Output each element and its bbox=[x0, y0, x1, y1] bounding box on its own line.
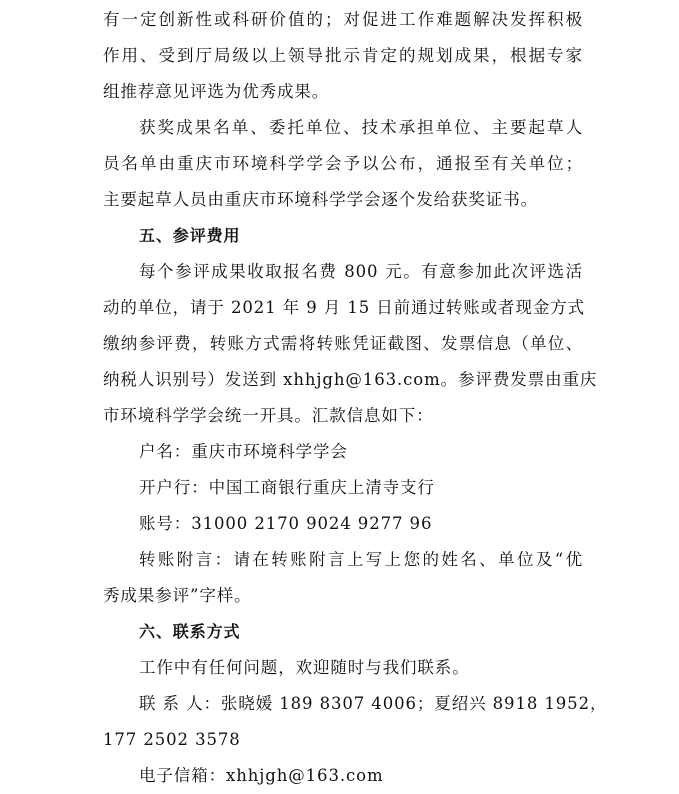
paragraph-1-line-1: 有一定创新性或科研价值的；对促进工作难题解决发挥积极 bbox=[103, 10, 583, 29]
transfer-remark-line-2: 秀成果参评”字样。 bbox=[103, 586, 252, 605]
paragraph-2-line-3: 主要起草人员由重庆市环境科学学会逐个发给获奖证书。 bbox=[103, 190, 538, 209]
contact-intro: 工作中有任何问题，欢迎随时与我们联系。 bbox=[139, 658, 470, 677]
section-5-line-3: 缴纳参评费，转账方式需将转账凭证截图、发票信息（单位、 bbox=[103, 334, 583, 353]
account-name: 户名：重庆市环境科学学会 bbox=[139, 442, 348, 461]
section-5-line-1: 每个参评成果收取报名费 800 元。有意参加此次评选活 bbox=[139, 262, 583, 281]
section-5-line-5: 市环境科学学会统一开具。汇款信息如下： bbox=[103, 406, 434, 425]
section-5-line-4: 纳税人识别号）发送到 xhhjgh@163.com。参评费发票由重庆 bbox=[103, 370, 598, 389]
contact-person-line-2: 177 2502 3578 bbox=[103, 730, 241, 749]
paragraph-2-line-1: 获奖成果名单、委托单位、技术承担单位、主要起草人 bbox=[139, 118, 583, 137]
contact-person-line-1: 联 系 人：张晓媛 189 8307 4006；夏绍兴 8918 1952， bbox=[139, 694, 608, 713]
paragraph-1-line-3: 组推荐意见评选为优秀成果。 bbox=[103, 82, 330, 101]
paragraph-1-line-2: 作用、受到厅局级以上领导批示肯定的规划成果，根据专家 bbox=[103, 46, 583, 65]
bank-name: 开户行：中国工商银行重庆上清寺支行 bbox=[139, 478, 435, 497]
paragraph-2-line-2: 员名单由重庆市环境科学学会予以公布，通报至有关单位； bbox=[103, 154, 583, 173]
section-5-heading: 五、参评费用 bbox=[139, 226, 241, 245]
section-6-heading: 六、联系方式 bbox=[139, 622, 241, 641]
contact-email: 电子信箱：xhhjgh@163.com bbox=[139, 766, 384, 785]
transfer-remark-line-1: 转账附言：请在转账附言上写上您的姓名、单位及“优 bbox=[139, 550, 583, 569]
account-number: 账号：31000 2170 9024 9277 96 bbox=[139, 514, 433, 533]
section-5-line-2: 动的单位，请于 2021 年 9 月 15 日前通过转账或者现金方式 bbox=[103, 298, 586, 317]
